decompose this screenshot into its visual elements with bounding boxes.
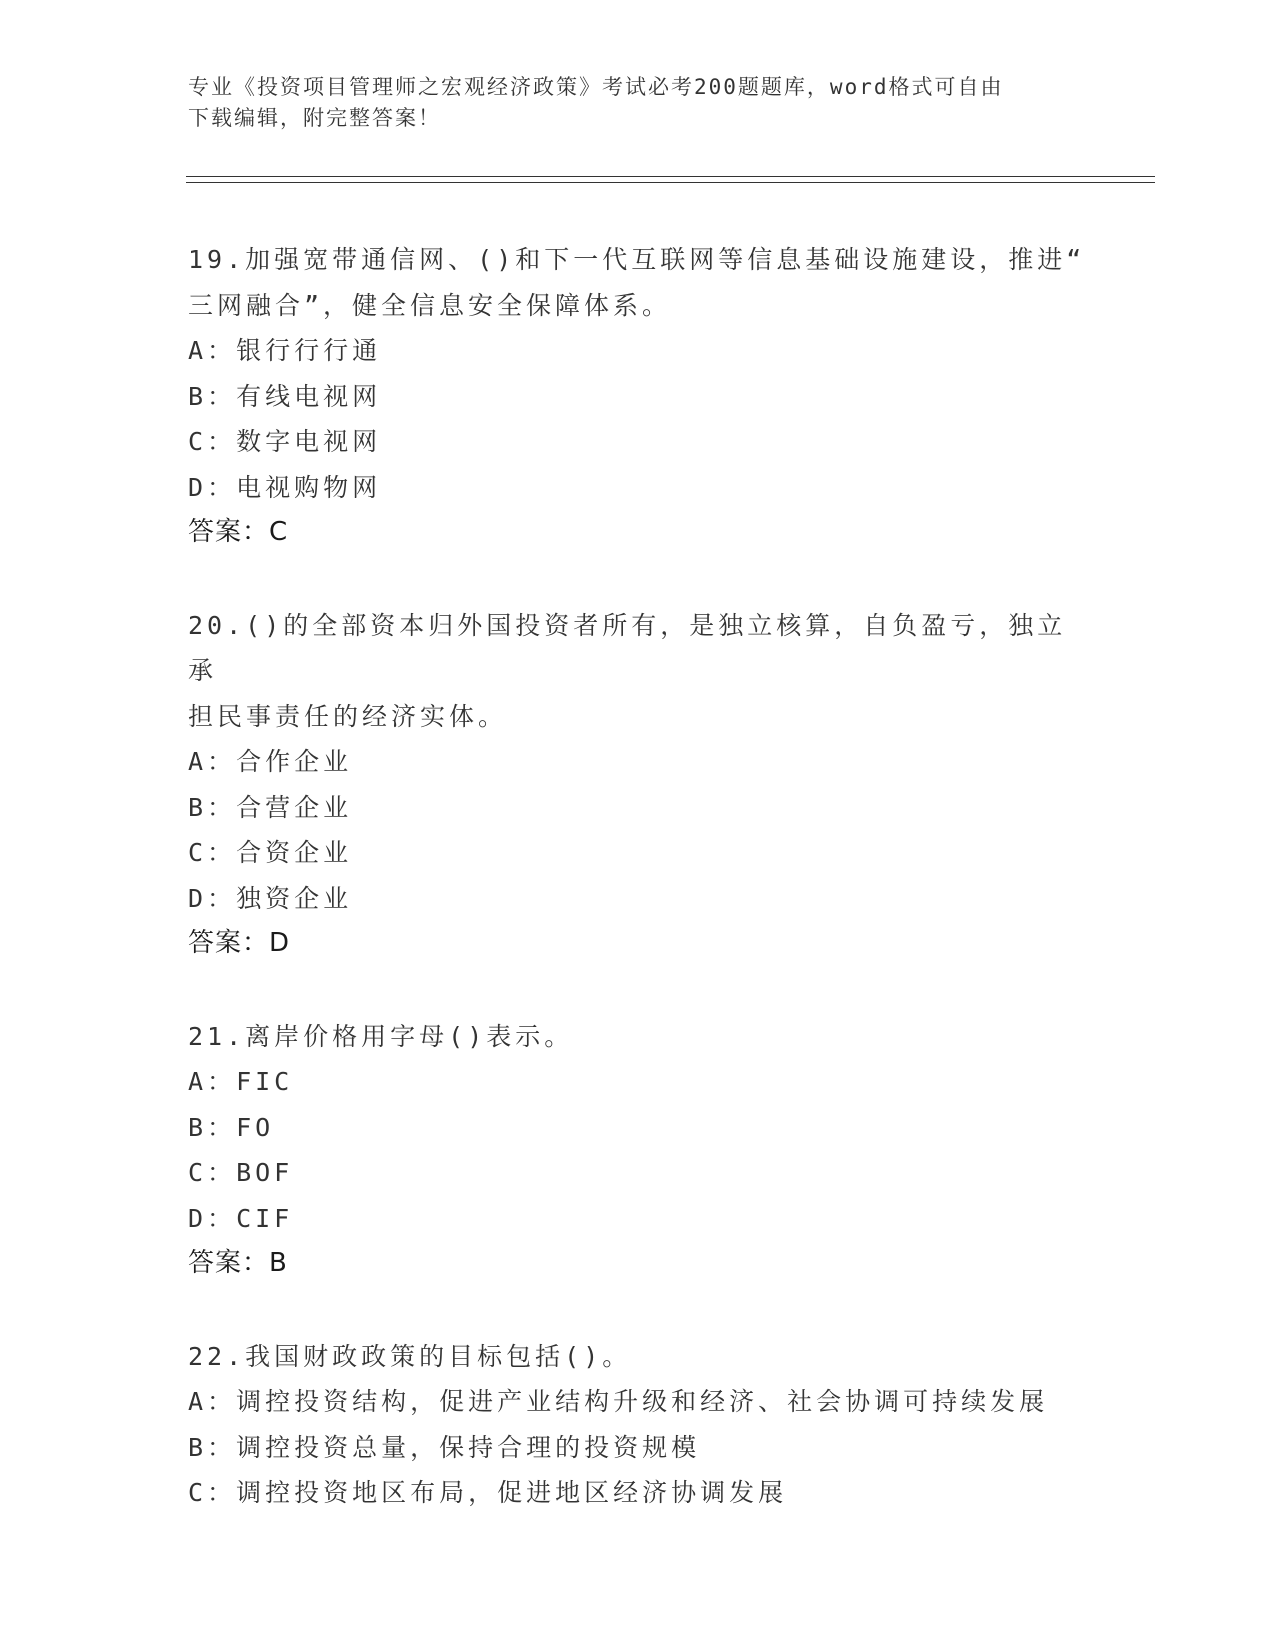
header-line-2: 下载编辑，附完整答案！ (188, 106, 441, 130)
option-b (188, 1425, 1088, 1471)
option-text: 电视购物网 (236, 472, 382, 502)
option-c (188, 1150, 1088, 1196)
option-text: 有线电视网 (236, 381, 382, 411)
option-text: FO (236, 1112, 275, 1142)
question-text-line: 三网融合”，健全信息安全保障体系。 (188, 290, 672, 320)
option-text: 合作企业 (236, 747, 353, 776)
option-letter: C： (188, 838, 237, 867)
option-text: 调控投资总量，保持合理的投资规模 (236, 1432, 701, 1462)
option-text: 独资企业 (236, 883, 353, 913)
option-letter: B： (188, 1432, 237, 1462)
question-text-line: 19.加强宽带通信网、()和下一代互联网等信息基础设施建设，推进“ (188, 245, 1086, 274)
option-text: 合营企业 (236, 792, 353, 822)
option-b (188, 374, 1088, 420)
option-b (188, 1105, 1088, 1151)
question-text-line: 21.离岸价格用字母()表示。 (188, 1021, 574, 1051)
question-spacer (188, 967, 1088, 1014)
question-21 (188, 1014, 1088, 1287)
option-d (188, 1196, 1088, 1242)
question-text-line: 20.()的全部资本归外国投资者所有，是独立核算，自负盈亏，独立承 (188, 610, 1067, 685)
option-text: 银行行行通 (236, 336, 382, 365)
option-letter: D： (188, 1203, 237, 1233)
question-list (188, 237, 1088, 1516)
option-d (188, 465, 1088, 511)
header-divider-top (186, 176, 1155, 177)
option-letter: B： (188, 792, 237, 822)
option-letter: C： (188, 1478, 237, 1507)
option-text: 调控投资地区布局，促进地区经济协调发展 (236, 1478, 788, 1507)
option-letter: A： (188, 336, 237, 365)
question-text-line: 22.我国财政政策的目标包括()。 (188, 1341, 632, 1371)
option-c (188, 419, 1088, 465)
option-a (188, 1379, 1088, 1425)
option-letter: D： (188, 472, 237, 502)
option-text: 调控投资结构，促进产业结构升级和经济、社会协调可持续发展 (236, 1387, 1049, 1416)
option-a (188, 328, 1088, 374)
option-text: 数字电视网 (236, 427, 382, 456)
option-letter: C： (188, 427, 237, 456)
option-d (188, 876, 1088, 922)
header-line-1: 专业《投资项目管理师之宏观经济政策》考试必考200题题库，word格式可自由 (188, 75, 1004, 99)
answer-line: 答案：D (188, 928, 291, 958)
question-19 (188, 237, 1088, 556)
option-a (188, 1059, 1088, 1105)
option-letter: C： (188, 1158, 237, 1187)
header-divider-bottom (186, 182, 1155, 183)
option-text: BOF (236, 1158, 294, 1187)
option-letter: A： (188, 747, 237, 776)
answer-line: 答案：C (188, 517, 289, 547)
question-text-line: 担民事责任的经济实体。 (188, 701, 508, 731)
option-text: FIC (236, 1067, 294, 1096)
question-spacer (188, 556, 1088, 603)
question-20 (188, 603, 1088, 967)
answer-line: 答案：B (188, 1248, 288, 1278)
question-22 (188, 1334, 1088, 1516)
option-a (188, 739, 1088, 785)
option-c (188, 830, 1088, 876)
option-letter: B： (188, 1112, 237, 1142)
option-c (188, 1470, 1088, 1516)
option-text: CIF (236, 1203, 294, 1233)
option-letter: A： (188, 1387, 237, 1416)
question-spacer (188, 1287, 1088, 1334)
option-letter: D： (188, 883, 237, 913)
option-b (188, 785, 1088, 831)
option-text: 合资企业 (236, 838, 353, 867)
option-letter: A： (188, 1067, 237, 1096)
document-header (188, 72, 1068, 134)
option-letter: B： (188, 381, 237, 411)
